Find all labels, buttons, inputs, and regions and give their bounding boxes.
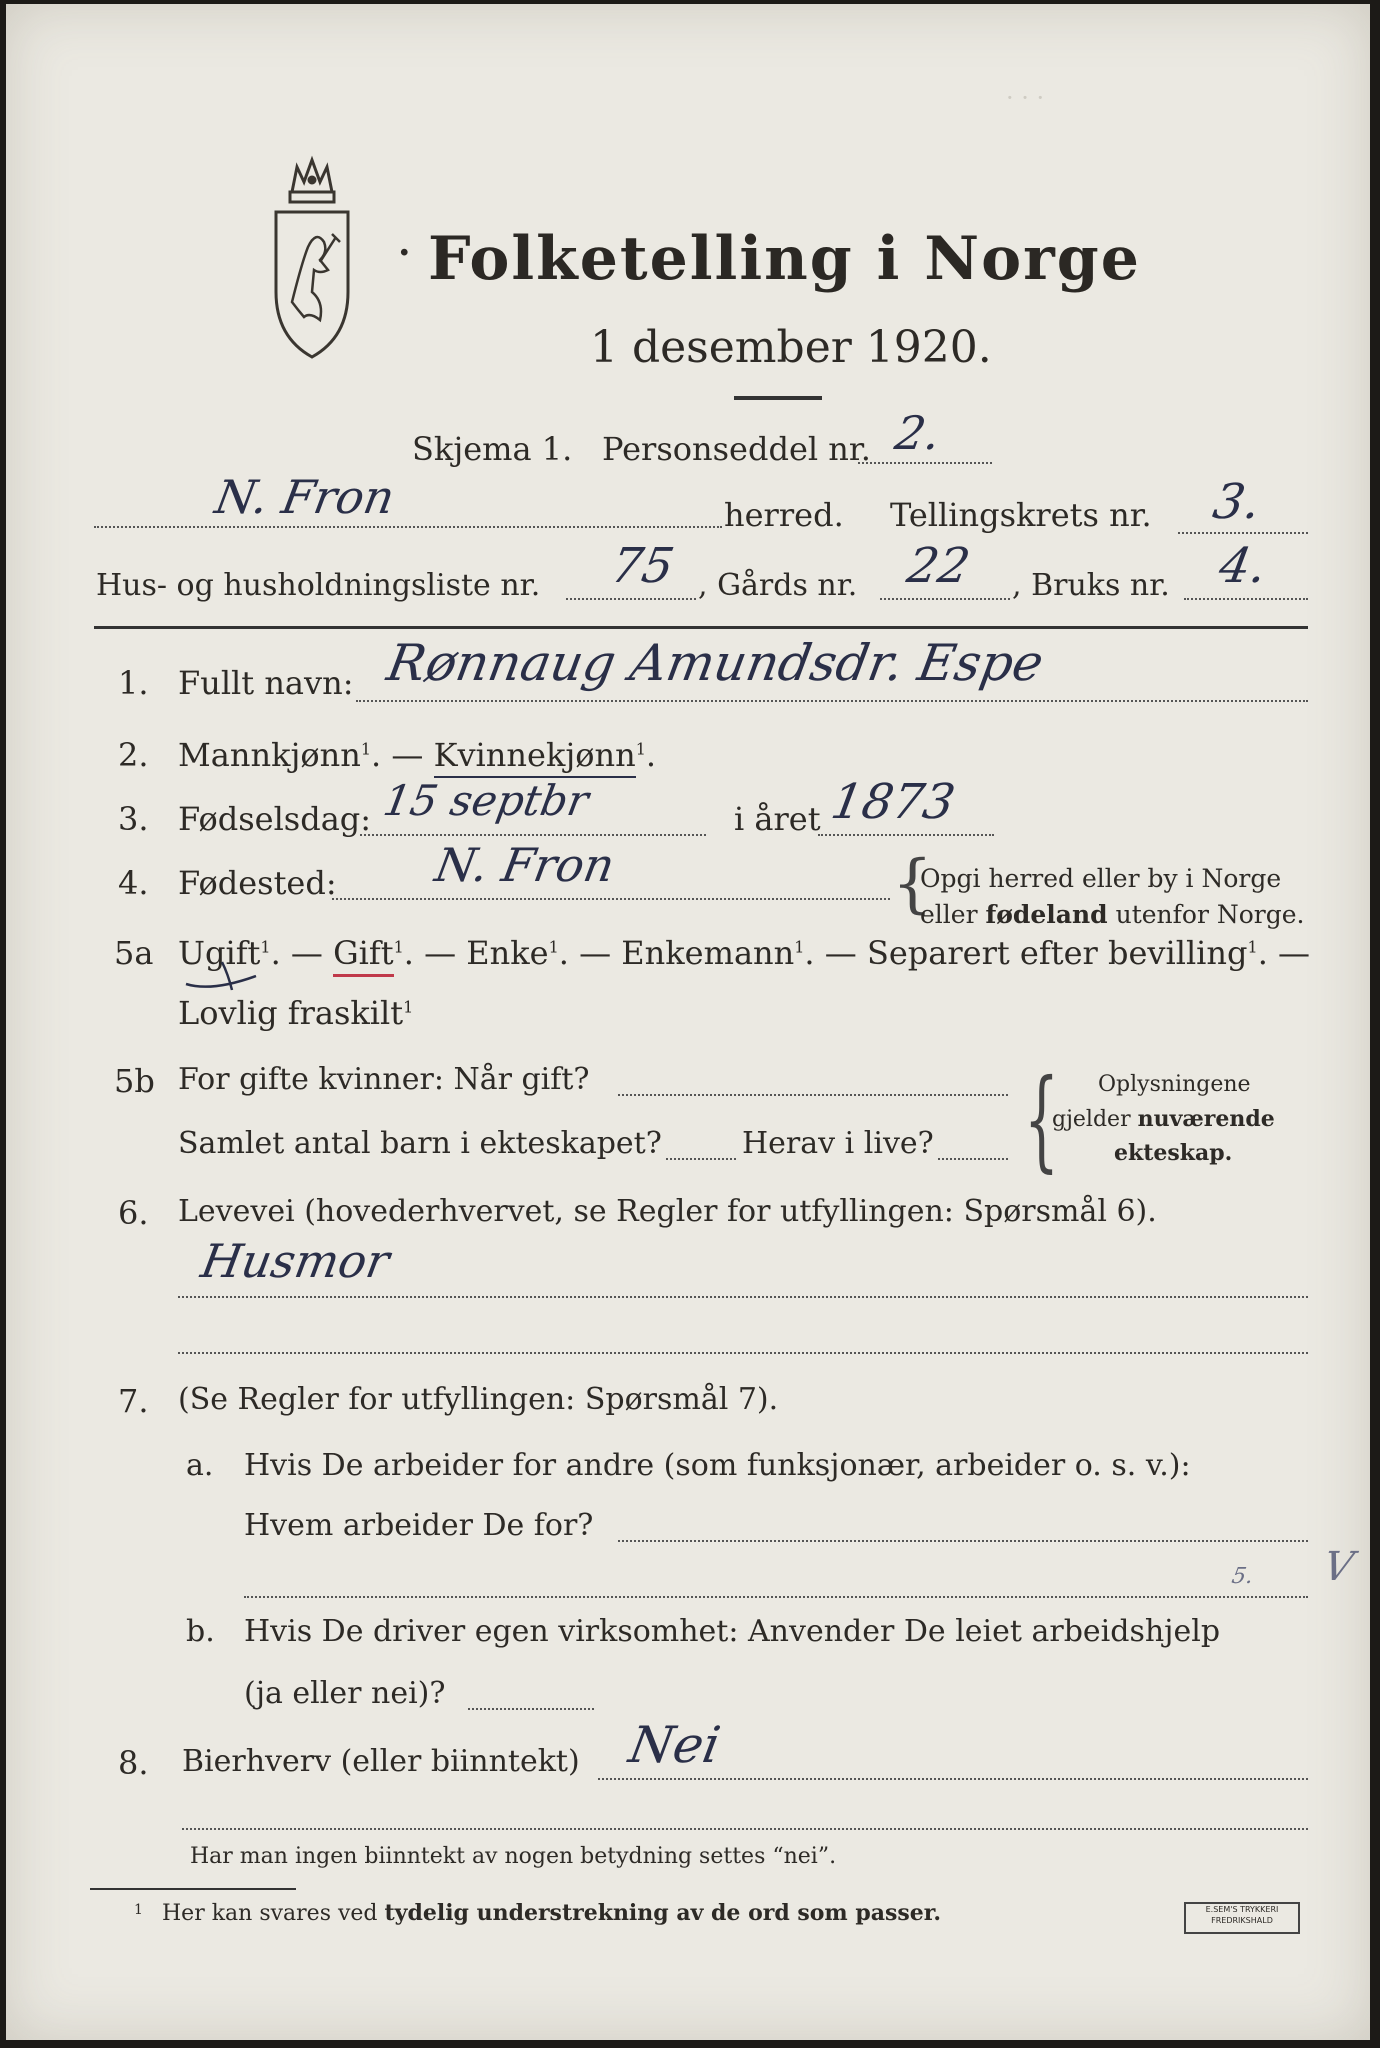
bruks-value: 4. bbox=[1215, 538, 1271, 594]
q7b-line1: Hvis De driver egen virksomhet: Anvender De leiet arbeidshjelp bbox=[244, 1614, 1221, 1649]
q5a-fraskilt-line bbox=[178, 994, 413, 1032]
q3-year-line bbox=[818, 834, 994, 836]
q4-value: N. Fron bbox=[431, 838, 619, 892]
printer-stamp bbox=[1184, 1902, 1300, 1934]
q5b-note-pre: gjelder bbox=[1052, 1107, 1138, 1132]
q1-number: 1. bbox=[118, 664, 149, 702]
page-title: Folketelling i Norge bbox=[428, 224, 1141, 294]
q5a-dash-1: . — bbox=[270, 934, 334, 972]
q2-sup2: 1 bbox=[635, 739, 646, 759]
q5b-note-line3: ekteskap. bbox=[1114, 1140, 1233, 1166]
q6-label: Levevei (hovederhvervet, se Regler for utfyllingen: Spørsmål 6). bbox=[178, 1194, 1157, 1229]
q4-label: Fødested: bbox=[178, 864, 337, 902]
q5a-dash-3: . — bbox=[558, 934, 622, 972]
bleed-through: · · · bbox=[1006, 84, 1045, 112]
q5a-number: 5a bbox=[114, 934, 154, 972]
q5a-sup-2: 1 bbox=[393, 937, 404, 957]
q5a-sup-5: 1 bbox=[1247, 937, 1258, 957]
q1-line bbox=[356, 700, 1308, 702]
q7b-line2: (ja eller nei)? bbox=[244, 1676, 446, 1711]
q7a-line1: Hvis De arbeider for andre (som funksjonær, arbeider o. s. v.): bbox=[244, 1448, 1191, 1483]
q5a-sup-3: 1 bbox=[548, 937, 559, 957]
q2-number: 2. bbox=[118, 736, 149, 774]
q4-brace: { bbox=[892, 847, 933, 921]
hus-line bbox=[566, 598, 696, 600]
q8-line bbox=[598, 1778, 1308, 1780]
q4-line bbox=[332, 898, 890, 900]
title-divider bbox=[734, 396, 822, 400]
gards-value: 22 bbox=[903, 538, 975, 594]
q2-sup1: 1 bbox=[360, 739, 372, 759]
q3-number: 3. bbox=[118, 800, 149, 838]
q8-label: Bierhverv (eller biinntekt) bbox=[182, 1744, 580, 1779]
q5a-sup-6: 1 bbox=[403, 997, 414, 1017]
q5b-gift-line bbox=[618, 1094, 1008, 1096]
q5a-options bbox=[178, 934, 1310, 972]
q1-value: Rønnaug Amundsdr. Espe bbox=[382, 634, 1048, 692]
q3-year-value: 1873 bbox=[827, 774, 960, 830]
biinntekt-note: Har man ingen biinntekt av nogen betydning settes “nei”. bbox=[190, 1844, 837, 1869]
footnote-pre: Her kan svares ved bbox=[162, 1901, 385, 1926]
margin-mark-2: V bbox=[1319, 1544, 1357, 1590]
bruks-line bbox=[1184, 598, 1308, 600]
q5a-enke: Enke bbox=[466, 934, 549, 972]
q5a-separert: Separert efter bevilling bbox=[866, 934, 1248, 972]
gards-label: , Gårds nr. bbox=[698, 568, 858, 603]
q5b-note-bold: nuværende bbox=[1137, 1106, 1275, 1132]
herred-line bbox=[94, 526, 722, 528]
tellingskrets-label: Tellingskrets nr. bbox=[890, 496, 1152, 534]
q3-label: Fødselsdag: bbox=[178, 800, 372, 838]
q5b-barn-line bbox=[666, 1158, 736, 1160]
q5a-trail: — bbox=[1267, 934, 1311, 972]
q8-number: 8. bbox=[118, 1744, 149, 1782]
q4-note-pre: eller bbox=[920, 900, 986, 929]
census-form bbox=[6, 4, 1370, 2040]
q3-year-label: i året bbox=[734, 800, 821, 838]
herred-value: N. Fron bbox=[211, 470, 399, 524]
hus-value: 75 bbox=[607, 538, 679, 594]
footnote-bold: tydelig understrekning av de ord som passer. bbox=[384, 1900, 942, 1926]
q5a-ugift: Ugift bbox=[178, 934, 261, 972]
printer-line2: FREDRIKSHALD bbox=[1211, 1916, 1273, 1925]
q5b-label-barn: Samlet antal barn i ekteskapet? bbox=[178, 1126, 662, 1161]
q2-end: . bbox=[645, 736, 657, 774]
q4-note-line1: Opgi herred eller by i Norge bbox=[920, 864, 1282, 893]
q7a-line-1 bbox=[618, 1540, 1308, 1542]
q1-label: Fullt navn: bbox=[178, 664, 354, 702]
q3-day-line bbox=[360, 834, 706, 836]
q5a-dot: . bbox=[1257, 934, 1268, 972]
personseddel-value: 2. bbox=[891, 406, 945, 460]
header-rule bbox=[94, 626, 1308, 629]
q5b-live-line bbox=[938, 1158, 1008, 1160]
q2-mann: Mannkjønn bbox=[178, 736, 361, 774]
herred-label: herred. bbox=[724, 496, 844, 534]
q7a-line2: Hvem arbeider De for? bbox=[244, 1508, 594, 1543]
q5b-label-gift: For gifte kvinner: Når gift? bbox=[178, 1062, 590, 1097]
title-dot: . bbox=[398, 222, 411, 264]
q5b-brace: { bbox=[1024, 1055, 1059, 1183]
q7b-answer-line bbox=[468, 1708, 594, 1710]
footnote-rule bbox=[90, 1888, 296, 1890]
q7b-letter: b. bbox=[186, 1614, 215, 1649]
q8-value: Nei bbox=[624, 1716, 725, 1774]
schema-label: Skjema 1. bbox=[412, 430, 573, 468]
footnote-text bbox=[162, 1900, 941, 1926]
q6-number: 6. bbox=[118, 1194, 149, 1232]
q8-line-2 bbox=[182, 1828, 1308, 1830]
bruks-label: , Bruks nr. bbox=[1012, 568, 1170, 603]
q6-line-1 bbox=[178, 1296, 1308, 1298]
q5a-fraskilt: Lovlig fraskilt bbox=[178, 994, 404, 1032]
footnote-number: 1 bbox=[134, 1902, 143, 1918]
q2-text bbox=[178, 736, 656, 774]
norway-coat-of-arms-icon bbox=[262, 152, 362, 362]
q3-day-value: 15 septbr bbox=[379, 776, 593, 825]
tellingskrets-value: 3. bbox=[1209, 474, 1265, 530]
q2-kvinne: Kvinnekjønn bbox=[434, 736, 636, 778]
gards-line bbox=[880, 598, 1010, 600]
q5a-dash-4: . — bbox=[804, 934, 867, 972]
q6-line-2 bbox=[178, 1352, 1308, 1354]
q5b-number: 5b bbox=[114, 1062, 155, 1100]
q5b-label-live: Herav i live? bbox=[742, 1126, 934, 1161]
q5a-gift: Gift bbox=[333, 934, 394, 977]
q4-number: 4. bbox=[118, 864, 149, 902]
q4-note-post: utenfor Norge. bbox=[1107, 900, 1305, 929]
q5b-note-line1: Oplysningene bbox=[1098, 1072, 1251, 1097]
personseddel-label: Personseddel nr. bbox=[602, 430, 871, 468]
q4-note-bold: fødeland bbox=[985, 900, 1108, 929]
q4-note-line2 bbox=[920, 900, 1304, 929]
hus-label: Hus- og husholdningsliste nr. bbox=[96, 568, 541, 603]
ugift-crossout-mark bbox=[182, 954, 262, 994]
tellingskrets-line bbox=[1178, 532, 1308, 534]
q5b-note-line2 bbox=[1052, 1106, 1275, 1132]
q7a-line-2 bbox=[244, 1596, 1308, 1598]
personseddel-line bbox=[858, 462, 992, 464]
q7a-letter: a. bbox=[186, 1448, 214, 1483]
q7-number: 7. bbox=[118, 1382, 149, 1420]
q2-sep: . — bbox=[371, 736, 434, 774]
q5a-enkemann: Enkemann bbox=[621, 934, 795, 972]
census-date: 1 desember 1920. bbox=[590, 322, 992, 373]
q5a-sup-4: 1 bbox=[794, 937, 805, 957]
q7-label: (Se Regler for utfyllingen: Spørsmål 7). bbox=[178, 1382, 779, 1417]
q6-value: Husmor bbox=[197, 1234, 394, 1288]
margin-mark-1: 5. bbox=[1229, 1564, 1256, 1589]
q5a-dash-2: . — bbox=[403, 934, 467, 972]
printer-line1: E.SEM'S TRYKKERI bbox=[1205, 1905, 1279, 1914]
q5a-sup-1: 1 bbox=[260, 937, 271, 957]
